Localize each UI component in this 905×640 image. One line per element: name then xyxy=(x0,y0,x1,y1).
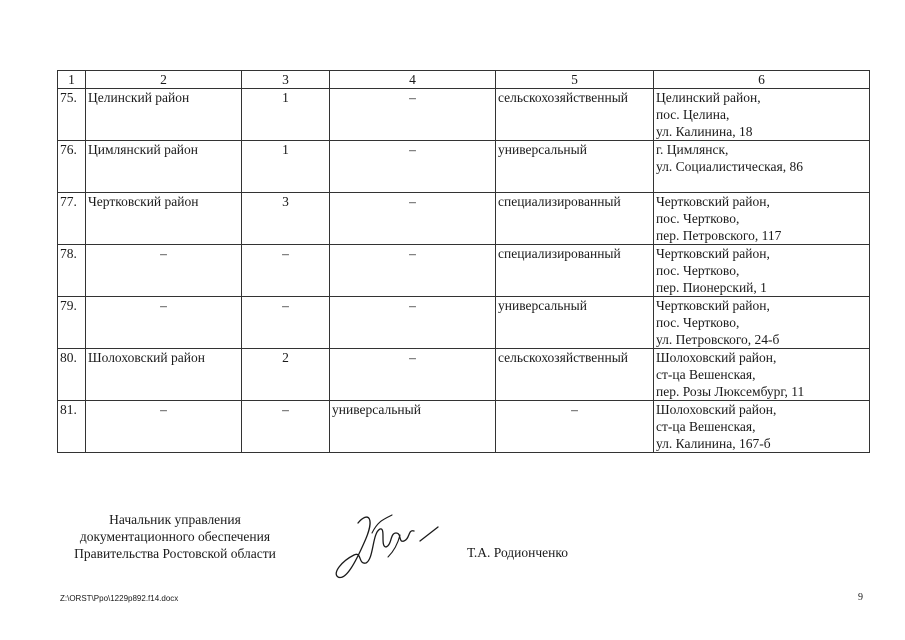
table-row xyxy=(58,401,870,453)
address-line: Чертковский район, xyxy=(656,194,770,209)
page-number: 9 xyxy=(858,592,863,603)
district-cell: Чертковский район xyxy=(86,193,242,245)
header-cell-4: 4 xyxy=(330,71,496,89)
type-cell: специализированный xyxy=(496,245,654,297)
signatory-name: Т.А. Родионченко xyxy=(467,545,568,560)
header-cell-6: 6 xyxy=(654,71,870,89)
type-cell: сельскохозяйственный xyxy=(496,89,654,141)
address-cell xyxy=(654,89,870,141)
signatory-title xyxy=(40,511,310,562)
district-cell: Целинский район xyxy=(86,89,242,141)
table-row xyxy=(58,245,870,297)
type-cell: универсальный xyxy=(496,141,654,193)
table-row xyxy=(58,193,870,245)
address-cell xyxy=(654,245,870,297)
signatory-title-line: Правительства Ростовской области xyxy=(74,546,276,561)
address-line: ул. Калинина, 167-б xyxy=(656,436,771,451)
address-cell xyxy=(654,193,870,245)
row-number: 78. xyxy=(58,245,86,297)
district-cell: Цимлянский район xyxy=(86,141,242,193)
count-cell: – xyxy=(242,245,330,297)
address-line: г. Цимлянск, xyxy=(656,142,729,157)
address-line: ст-ца Вешенская, xyxy=(656,419,756,434)
header-cell-2: 2 xyxy=(86,71,242,89)
row-number: 77. xyxy=(58,193,86,245)
address-line: пер. Пионерский, 1 xyxy=(656,280,767,295)
row-number: 75. xyxy=(58,89,86,141)
row-number: 79. xyxy=(58,297,86,349)
count-cell: – xyxy=(242,297,330,349)
type-cell: сельскохозяйственный xyxy=(496,349,654,401)
col4-cell: – xyxy=(330,245,496,297)
col4-cell: – xyxy=(330,89,496,141)
handwritten-signature xyxy=(328,503,448,589)
address-line: Чертковский район, xyxy=(656,246,770,261)
address-line: ул. Калинина, 18 xyxy=(656,124,753,139)
col4-cell: – xyxy=(330,141,496,193)
table-row xyxy=(58,141,870,193)
signatory-title-line: документационного обеспечения xyxy=(79,529,271,544)
type-cell: универсальный xyxy=(496,297,654,349)
type-cell: – xyxy=(496,401,654,453)
district-cell: – xyxy=(86,401,242,453)
address-line: пос. Чертково, xyxy=(656,263,740,278)
table-row xyxy=(58,297,870,349)
col4-cell: – xyxy=(330,297,496,349)
signatory-title-line: Начальник управления xyxy=(109,512,241,527)
row-number: 81. xyxy=(58,401,86,453)
district-cell: – xyxy=(86,297,242,349)
address-line: пер. Петровского, 117 xyxy=(656,228,782,243)
district-cell: – xyxy=(86,245,242,297)
header-cell-3: 3 xyxy=(242,71,330,89)
address-line: пос. Целина, xyxy=(656,107,730,122)
address-cell xyxy=(654,349,870,401)
count-cell: – xyxy=(242,401,330,453)
type-cell: специализированный xyxy=(496,193,654,245)
count-cell: 3 xyxy=(242,193,330,245)
table-row xyxy=(58,89,870,141)
col4-cell: – xyxy=(330,193,496,245)
row-number: 80. xyxy=(58,349,86,401)
header-cell-1: 1 xyxy=(58,71,86,89)
address-line: Шолоховский район, xyxy=(656,350,777,365)
count-cell: 2 xyxy=(242,349,330,401)
address-line: Чертковский район, xyxy=(656,298,770,313)
address-line: Целинский район, xyxy=(656,90,761,105)
file-path: Z:\ORST\Ppo\1229p892.f14.docx xyxy=(60,594,179,603)
count-cell: 1 xyxy=(242,89,330,141)
address-line: ул. Социалистическая, 86 xyxy=(656,159,803,174)
col4-cell: универсальный xyxy=(330,401,496,453)
address-line: ст-ца Вешенская, xyxy=(656,367,756,382)
address-line: ул. Петровского, 24-б xyxy=(656,332,780,347)
col4-cell: – xyxy=(330,349,496,401)
district-cell: Шолоховский район xyxy=(86,349,242,401)
address-cell xyxy=(654,401,870,453)
address-line: пер. Розы Люксембург, 11 xyxy=(656,384,805,399)
table-row xyxy=(58,349,870,401)
address-cell xyxy=(654,141,870,193)
address-line: пос. Чертково, xyxy=(656,315,740,330)
document-table xyxy=(57,70,870,453)
header-row xyxy=(58,71,870,89)
header-cell-5: 5 xyxy=(496,71,654,89)
address-line: Шолоховский район, xyxy=(656,402,777,417)
count-cell: 1 xyxy=(242,141,330,193)
address-line: пос. Чертково, xyxy=(656,211,740,226)
address-cell xyxy=(654,297,870,349)
row-number: 76. xyxy=(58,141,86,193)
